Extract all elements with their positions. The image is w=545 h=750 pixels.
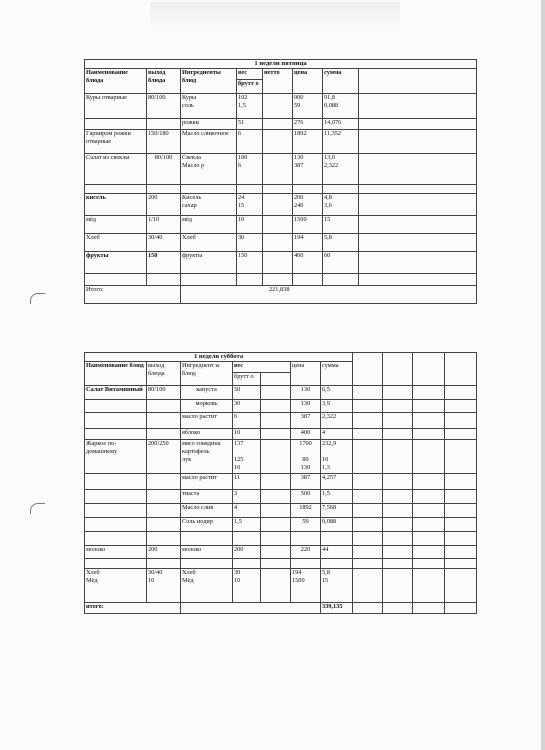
- cell-price: 200 240: [293, 194, 323, 216]
- cell-ingredient: капуста: [181, 386, 233, 400]
- cell-dish: [85, 119, 147, 130]
- cell-gross: 150: [237, 252, 263, 274]
- total-value: 339,135: [321, 603, 353, 614]
- cell-dish: Хлеб Мёд: [85, 569, 147, 603]
- header-weight: вес: [237, 69, 263, 80]
- cell-ingredient: масло растит: [181, 413, 233, 429]
- cell-sum: 4,8 3,6: [323, 194, 359, 216]
- table-title: 1 недели пятница: [85, 60, 477, 69]
- cell-sum: 13,0 2,322: [323, 154, 359, 185]
- cell-ingredient: фрукты: [181, 252, 237, 274]
- cell-ingredient: рожки: [181, 119, 237, 130]
- header-ingredients: Ингредиент ы блюд: [181, 362, 233, 386]
- header-weight: вес: [233, 362, 291, 373]
- header-ingredients: Ингредиенты блюд: [181, 69, 237, 94]
- cell-ingredient: масло растит: [181, 474, 233, 490]
- cell-sum: 44: [321, 546, 353, 559]
- cell-sum: 5,8: [323, 234, 359, 252]
- cell-sum: 60: [323, 252, 359, 274]
- cell-gross: 3: [233, 490, 261, 504]
- cell-price: 1500: [293, 216, 323, 234]
- cell-gross: 24 15: [237, 194, 263, 216]
- cell-price: 130 387: [293, 154, 323, 185]
- cell-sum: 91,8 0,088: [323, 94, 359, 119]
- header-sum: сумма: [323, 69, 359, 94]
- cell-price: 400: [293, 252, 323, 274]
- cell-price: 1892: [291, 504, 321, 518]
- cell-price: 1700 80 130: [291, 440, 321, 474]
- cell-output: 1/10: [147, 216, 181, 234]
- header-dish-name: Наименование блюда: [85, 69, 147, 94]
- cell-gross: 6: [233, 413, 261, 429]
- cell-sum: 15: [323, 216, 359, 234]
- total-label: итого:: [85, 603, 181, 614]
- header-net: нетто: [263, 69, 293, 94]
- cell-ingredient: Кисель сахар: [181, 194, 237, 216]
- cell-price: 130: [291, 400, 321, 413]
- cell-dish: Жаркое по-домашнему: [85, 440, 147, 474]
- cell-sum: 2,322: [321, 413, 353, 429]
- cell-ingredient: мясо говядина картофель лук: [181, 440, 233, 474]
- cell-output: 30/40: [147, 234, 181, 252]
- cell-ingredient: Куры соль: [181, 94, 237, 119]
- cell-output: 200: [147, 194, 181, 216]
- cell-gross: 51: [237, 119, 263, 130]
- cell-ingredient: тиаста: [181, 490, 233, 504]
- header-dish-name: Наименование блюд: [85, 362, 147, 386]
- cell-sum: 4: [321, 429, 353, 440]
- cell-dish: Хлеб: [85, 234, 147, 252]
- cell-price: 130: [291, 386, 321, 400]
- cell-sum: 6,5: [321, 386, 353, 400]
- cell-gross: 30: [233, 400, 261, 413]
- cell-price: 194 1500: [291, 569, 321, 603]
- cell-output: 200: [147, 546, 181, 559]
- cell-sum: 5,8 15: [321, 569, 353, 603]
- header-output: выход блюда: [147, 362, 181, 386]
- cell-dish: Салат из свеклы: [85, 154, 147, 185]
- cell-ingredient: Свекла Масло р: [181, 154, 237, 185]
- header-output: выход блюда: [147, 69, 181, 94]
- cell-price: 900 59: [293, 94, 323, 119]
- total-value: 221,838: [181, 286, 477, 304]
- cell-sum: 232,9 10 1,3: [321, 440, 353, 474]
- cell-ingredient: яблоко: [181, 429, 233, 440]
- cell-sum: 4,257: [321, 474, 353, 490]
- cell-gross: 10: [237, 216, 263, 234]
- cell-output: 80/100: [147, 386, 181, 400]
- cell-ingredient: Хлеб Мёд: [181, 569, 233, 603]
- cell-price: 400: [291, 429, 321, 440]
- cell-ingredient: молоко: [181, 546, 233, 559]
- cell-dish: мёд: [85, 216, 147, 234]
- cell-gross: 6: [237, 130, 263, 154]
- cell-price: 194: [293, 234, 323, 252]
- cell-output: 150/180: [147, 130, 181, 154]
- cell-price: 500: [291, 490, 321, 504]
- cell-gross: 137 125 10: [233, 440, 261, 474]
- punch-hole-mark: [30, 503, 45, 514]
- cell-ingredient: Масло сливочное: [181, 130, 237, 154]
- menu-table-saturday: [84, 352, 477, 614]
- cell-price: 1892: [293, 130, 323, 154]
- cell-sum: 11,352: [323, 130, 359, 154]
- cell-gross: 102 1,5: [237, 94, 263, 119]
- cell-output: 150: [147, 252, 181, 274]
- cell-gross: 50: [233, 386, 261, 400]
- cell-dish: Гарниром рожки отварные: [85, 130, 147, 154]
- cell-gross: 10: [233, 429, 261, 440]
- cell-price: 276: [293, 119, 323, 130]
- cell-ingredient: Хлеб: [181, 234, 237, 252]
- cell-dish: кисель: [85, 194, 147, 216]
- cell-price: 387: [291, 413, 321, 429]
- cell-ingredient: мёд: [181, 216, 237, 234]
- header-gross: брутт о: [237, 80, 263, 94]
- cell-sum: 14,076: [323, 119, 359, 130]
- header-price: цена: [293, 69, 323, 94]
- cell-output: 200/250: [147, 440, 181, 474]
- cell-sum: 3,9: [321, 400, 353, 413]
- cell-gross: 200: [233, 546, 261, 559]
- cell-price: 220: [291, 546, 321, 559]
- cell-price: 59: [291, 518, 321, 532]
- punch-hole-mark: [30, 293, 45, 304]
- total-label: Итого:: [85, 286, 181, 304]
- header-price: цена: [291, 362, 321, 386]
- cell-sum: 7,568: [321, 504, 353, 518]
- cell-output: 30/40 10: [147, 569, 181, 603]
- page-edge: [541, 0, 545, 750]
- header-gross: брутт о: [233, 373, 261, 386]
- cell-gross: 30 10: [233, 569, 261, 603]
- scan-smudge: [150, 2, 400, 26]
- cell-output: 80/100: [147, 154, 181, 185]
- table-title: 1 неделя суббота: [85, 353, 353, 362]
- cell-gross: 11: [233, 474, 261, 490]
- cell-gross: 4: [233, 504, 261, 518]
- cell-ingredient: Соль иодир: [181, 518, 233, 532]
- header-sum: сумма: [321, 362, 353, 386]
- menu-table-friday: [84, 59, 477, 304]
- cell-sum: 0,088: [321, 518, 353, 532]
- cell-sum: 1,5: [321, 490, 353, 504]
- cell-ingredient: Масло слив: [181, 504, 233, 518]
- cell-price: 387: [291, 474, 321, 490]
- cell-gross: 100 6: [237, 154, 263, 185]
- cell-ingredient: морковь: [181, 400, 233, 413]
- cell-gross: 30: [237, 234, 263, 252]
- cell-gross: 1,5: [233, 518, 261, 532]
- cell-dish: Салат Витаминный: [85, 386, 147, 400]
- cell-dish: молоко: [85, 546, 147, 559]
- cell-output: 80/100: [147, 94, 181, 119]
- cell-output: [147, 119, 181, 130]
- cell-dish: Куры отварные: [85, 94, 147, 119]
- cell-dish: фрукты: [85, 252, 147, 274]
